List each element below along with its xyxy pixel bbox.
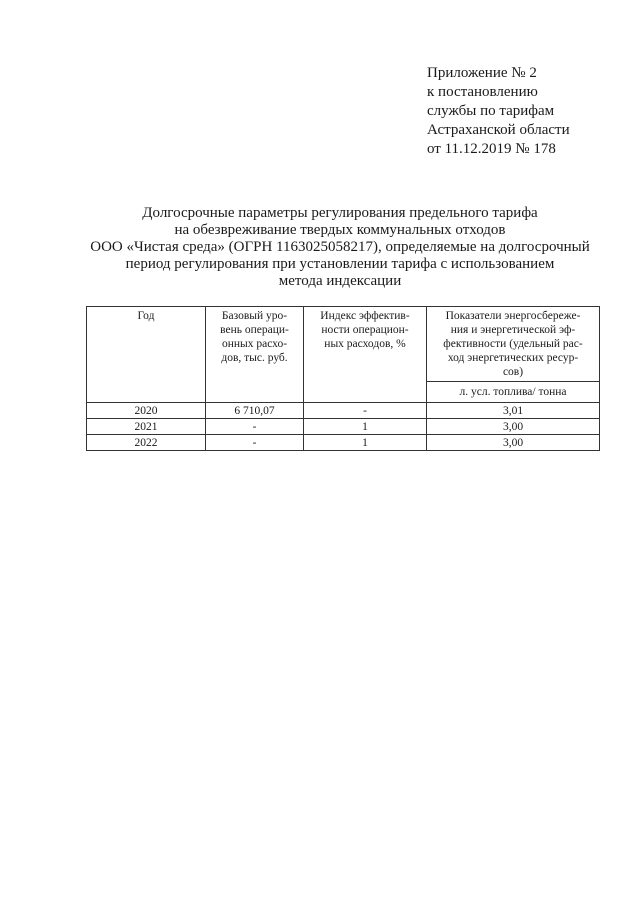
cell-efficiency-index: 1 [304,419,427,435]
appendix-line: службы по тарифам [427,103,555,119]
title-line: ООО «Чистая среда» (ОГРН 1163025058217), определяемые на долгосрочный [90,239,590,255]
appendix-header [427,64,570,159]
appendix-line: от 11.12.2019 № 178 [427,141,556,157]
cell-energy: 3,00 [427,435,600,451]
header-efficiency-index: Индекс эффектив- ности операцион- ных расходов, % [304,307,427,403]
table-row [87,419,600,435]
title-line: на обезвреживание твердых коммунальных отходов [174,222,506,238]
cell-efficiency-index: 1 [304,435,427,451]
table-row [87,435,600,451]
cell-energy: 3,00 [427,419,600,435]
appendix-line: Приложение № 2 [427,65,537,81]
cell-base-level: - [206,419,304,435]
header-year: Год [87,307,206,403]
cell-year: 2020 [87,403,206,419]
header-energy-indicators: Показатели энергосбереже- ния и энергетической эф- фективности (удельный рас- ход энергетических ресур- сов) [427,307,600,382]
cell-efficiency-index: - [304,403,427,419]
document-title [70,205,610,290]
cell-year: 2022 [87,435,206,451]
header-base-level: Базовый уро- вень операци- онных расхо- дов, тыс. руб. [206,307,304,403]
cell-base-level: 6 710,07 [206,403,304,419]
table-row [87,403,600,419]
appendix-line: к постановлению [427,84,538,100]
title-line: Долгосрочные параметры регулирования предельного тарифа [142,205,538,221]
title-line: период регулирования при установлении тарифа с использованием [125,256,555,272]
cell-base-level: - [206,435,304,451]
header-energy-unit: л. усл. топлива/ тонна [427,382,600,403]
parameters-table [86,306,600,451]
cell-energy: 3,01 [427,403,600,419]
cell-year: 2021 [87,419,206,435]
appendix-line: Астраханской области [427,122,570,138]
title-line: метода индексации [278,273,402,289]
